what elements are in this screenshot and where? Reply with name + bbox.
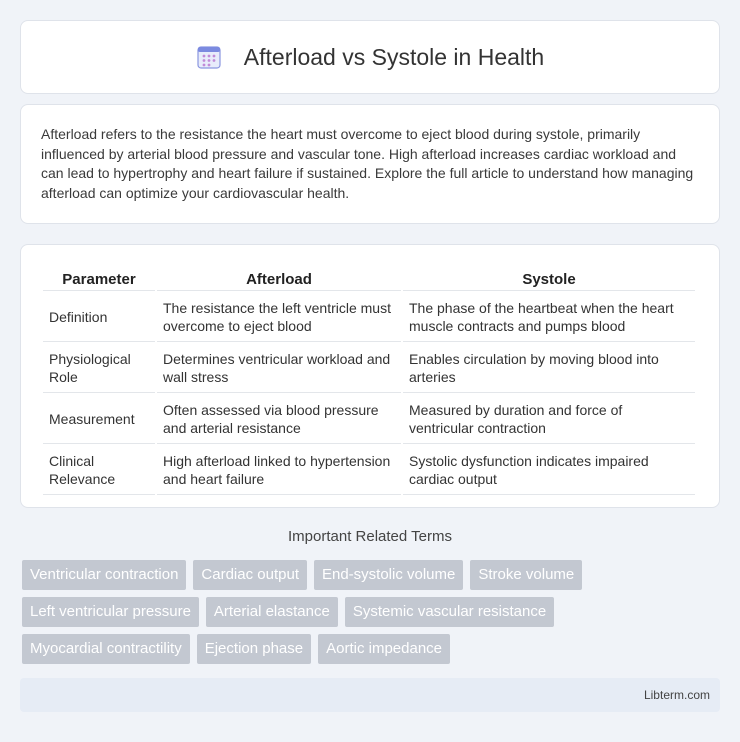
table-cell: Physiological Role <box>43 344 155 393</box>
table-row <box>43 293 695 342</box>
related-term-tag[interactable]: End-systolic volume <box>314 560 463 590</box>
related-term-tag[interactable]: Aortic impedance <box>318 634 450 664</box>
related-term-tag[interactable]: Myocardial contractility <box>22 634 190 664</box>
table-cell: The resistance the left ventricle must overcome to eject blood <box>157 293 401 342</box>
table-cell: Definition <box>43 293 155 342</box>
comparison-table <box>41 265 697 497</box>
related-term-tag[interactable]: Left ventricular pressure <box>22 597 199 627</box>
table-cell: The phase of the heartbeat when the heart muscle contracts and pumps blood <box>403 293 695 342</box>
page-title: Afterload vs Systole in Health <box>243 43 545 70</box>
table-row <box>43 446 695 495</box>
table-cell: High afterload linked to hypertension and heart failure <box>157 446 401 495</box>
footer-site-link[interactable]: Libterm.com <box>643 688 710 702</box>
related-term-tag[interactable]: Stroke volume <box>470 560 582 590</box>
table-cell: Measurement <box>43 395 155 444</box>
related-terms-list <box>22 560 722 664</box>
table-cell: Determines ventricular workload and wall stress <box>157 344 401 393</box>
header-systole: Systole <box>403 267 695 291</box>
intro-text: Afterload refers to the resistance the heart must overcome to eject blood during systole, primarily influenced by arterial blood pressure and vascular tone. High afterload increases cardiac workload and can lead to hypertrophy and heart failure if sustained. Explore the full article to understand how managing afterload can optimize your cardiovascular health. <box>41 126 694 201</box>
table-cell: Enables circulation by moving blood into arteries <box>403 344 695 393</box>
related-term-tag[interactable]: Ventricular contraction <box>22 560 186 590</box>
related-term-tag[interactable]: Cardiac output <box>193 560 307 590</box>
related-term-tag[interactable]: Ejection phase <box>197 634 311 664</box>
related-term-tag[interactable]: Arterial elastance <box>206 597 338 627</box>
footer <box>20 678 720 712</box>
table-cell: Measured by duration and force of ventricular contraction <box>403 395 695 444</box>
table-cell: Often assessed via blood pressure and arterial resistance <box>157 395 401 444</box>
calendar-icon <box>196 44 222 70</box>
table-row <box>43 344 695 393</box>
table-row <box>43 395 695 444</box>
table-header-row <box>43 267 695 291</box>
title-card <box>20 20 720 94</box>
comparison-table-card <box>20 244 720 508</box>
related-terms-title: Important Related Terms <box>288 528 452 545</box>
header-parameter: Parameter <box>43 267 155 291</box>
intro-card <box>20 104 720 224</box>
related-term-tag[interactable]: Systemic vascular resistance <box>345 597 554 627</box>
header-afterload: Afterload <box>157 267 401 291</box>
table-cell: Clinical Relevance <box>43 446 155 495</box>
table-cell: Systolic dysfunction indicates impaired cardiac output <box>403 446 695 495</box>
